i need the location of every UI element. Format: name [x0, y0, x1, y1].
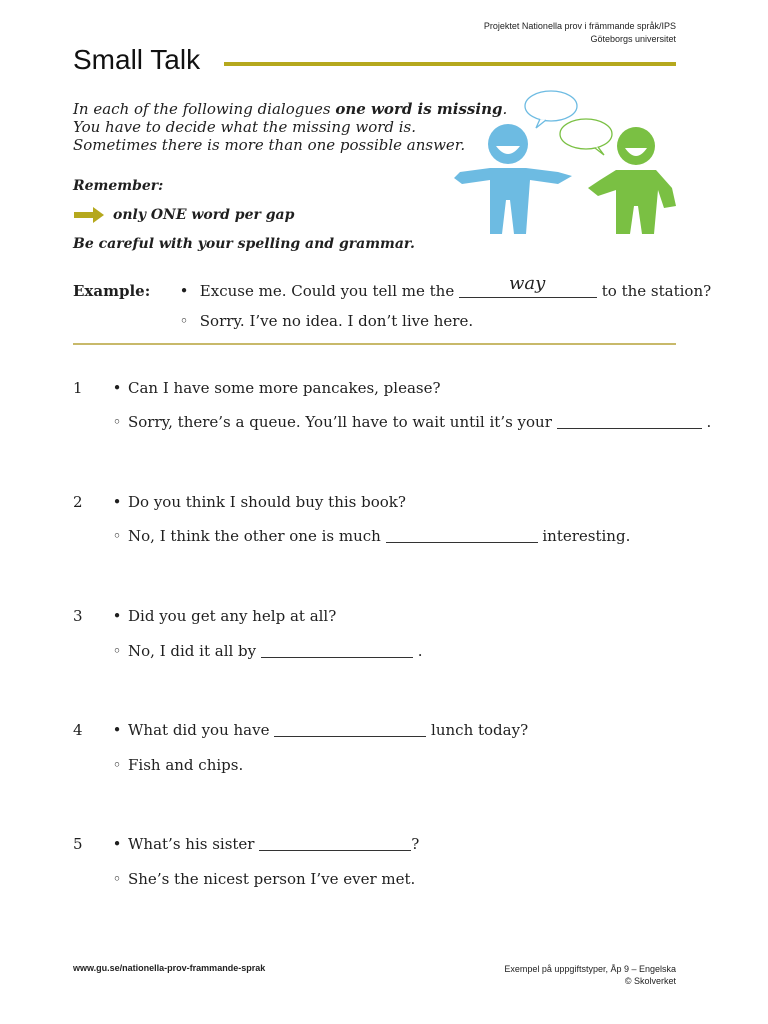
example-text: Excuse me. Could you tell me the [199, 282, 455, 300]
footer-copyright: © Skolverket [624, 976, 676, 986]
title-rule [224, 62, 676, 66]
blue-person-icon [454, 124, 572, 234]
circle-bullet-icon: ◦ [112, 413, 122, 431]
answer-end: interesting. [542, 527, 631, 545]
bullet-icon: • [112, 721, 122, 739]
footer-info [504, 963, 676, 987]
green-person-icon [588, 127, 676, 234]
question-text: Did you get any help at all? [128, 607, 337, 625]
careful-note: Be careful with your spelling and grammar. [73, 236, 415, 252]
footer-exam: Exempel på uppgiftstyper, Åp 9 – Engelska [504, 964, 676, 974]
question-text: What did you have [128, 721, 270, 739]
answer-text: No, I think the other one is much [128, 527, 381, 545]
bullet-icon: • [112, 607, 122, 625]
circle-bullet-icon: ◦ [112, 642, 122, 660]
question-end: ? [411, 835, 420, 853]
instr-line3: Sometimes there is more than one possible answer. [73, 136, 466, 154]
item-number: 1 [73, 379, 83, 397]
item-number: 3 [73, 607, 83, 625]
two-people-illustration [450, 88, 680, 238]
instr-period: . [502, 100, 508, 118]
instr-line2: You have to decide what the missing word is. [73, 118, 417, 136]
rule-row [73, 204, 294, 226]
item-5-question [106, 835, 419, 853]
answer-text: She’s the nicest person I’ve ever met. [128, 870, 416, 888]
question-end: lunch today? [431, 721, 529, 739]
item-number: 2 [73, 493, 83, 511]
header-project: Projektet Nationella prov i främmande språk/IPS [483, 21, 676, 31]
circle-bullet-icon: ◦ [179, 312, 189, 330]
item-number: 5 [73, 835, 83, 853]
item-3-answer [106, 642, 422, 660]
circle-bullet-icon: ◦ [112, 756, 122, 774]
example-line-2 [173, 312, 473, 330]
item-1-question [106, 379, 441, 397]
answer-gap[interactable] [557, 414, 702, 429]
remember-label: Remember: [73, 178, 164, 194]
arrow-right-icon [73, 206, 105, 224]
example-gap [459, 273, 597, 298]
bullet-icon: • [112, 835, 122, 853]
item-1-answer [106, 413, 711, 431]
question-text: What’s his sister [128, 835, 255, 853]
item-3-question [106, 607, 336, 625]
header-university: Göteborgs universitet [590, 34, 676, 44]
instr-text: In each of the following dialogues [73, 100, 336, 118]
answer-text: No, I did it all by [128, 642, 257, 660]
item-number: 4 [73, 721, 83, 739]
speech-bubble-icon [525, 91, 577, 121]
question-gap[interactable] [259, 836, 411, 851]
answer-gap[interactable] [261, 643, 413, 658]
answer-end: . [417, 642, 423, 660]
item-2-answer [106, 527, 630, 545]
example-answer: way [508, 273, 546, 294]
instr-bold: one word is missing [335, 100, 503, 118]
example-line-1 [173, 273, 712, 300]
answer-gap[interactable] [386, 528, 538, 543]
answer-text: Fish and chips. [128, 756, 244, 774]
question-gap[interactable] [274, 722, 426, 737]
item-4-question [106, 721, 528, 739]
question-text: Do you think I should buy this book? [128, 493, 406, 511]
answer-end: . [706, 413, 712, 431]
circle-bullet-icon: ◦ [112, 870, 122, 888]
bullet-icon: • [112, 379, 122, 397]
example-text-end: to the station? [601, 282, 712, 300]
answer-text: Sorry, there’s a queue. You’ll have to wait until it’s your [128, 413, 552, 431]
rule-text: only ONE word per gap [113, 207, 295, 223]
header-info [484, 20, 676, 46]
speech-bubble-icon [560, 119, 612, 149]
footer-url: www.gu.se/nationella-prov-frammande-sprak [73, 963, 266, 973]
question-text: Can I have some more pancakes, please? [128, 379, 441, 397]
bullet-icon: • [179, 282, 189, 300]
instructions [73, 100, 507, 154]
item-5-answer [106, 870, 415, 888]
item-4-answer [106, 756, 243, 774]
separator [73, 343, 676, 345]
example-label: Example: [73, 282, 151, 300]
bullet-icon: • [112, 493, 122, 511]
page-title: Small Talk [73, 44, 201, 75]
example-reply: Sorry. I’ve no idea. I don’t live here. [199, 312, 474, 330]
circle-bullet-icon: ◦ [112, 527, 122, 545]
item-2-question [106, 493, 406, 511]
